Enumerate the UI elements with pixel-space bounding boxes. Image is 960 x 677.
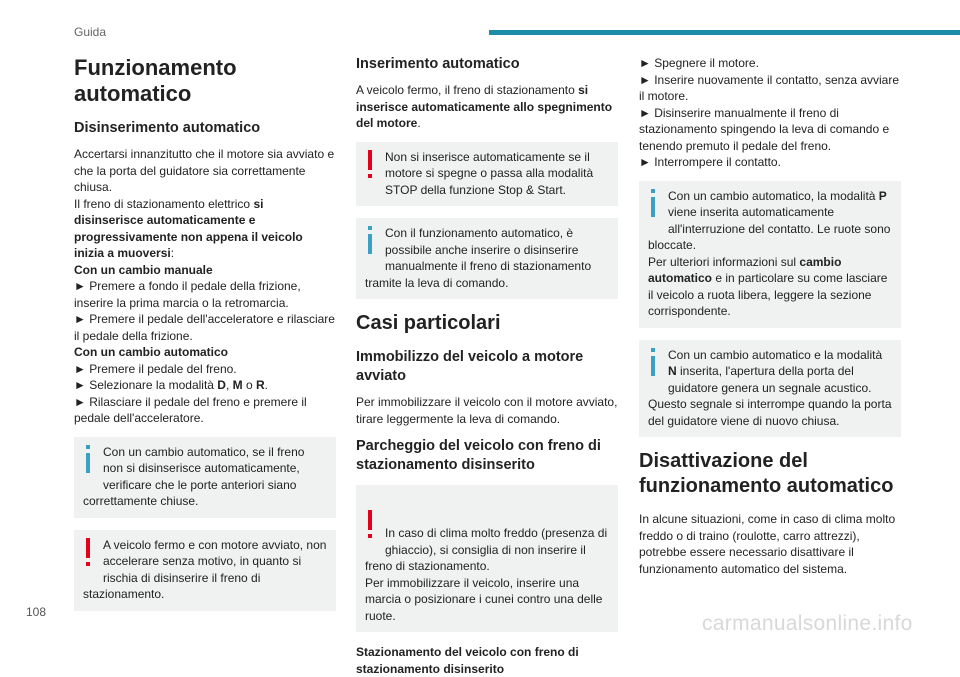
info-box: Con un cambio automatico e la modalità N inserita, l'apertura della porta del guidatore genera un segnale acustico. Questo segnale si interrompe quando la porta del guidatore viene di nuovo chiusa. [639,340,901,438]
column-middle [356,55,618,677]
info-icon [81,445,95,479]
info-icon [646,189,660,223]
manual-step-1: ► Premere a fondo il pedale della frizione, inserire la prima marcia o la retromarcia. [74,279,301,310]
info-box: Con il funzionamento automatico, è possibile anche inserire o disinserire manualmente il freno di stazionamento tramite la leva di comando. [356,218,618,299]
warning-box: Non si inserisce automaticamente se il motore si spegne o passa alla modalità STOP della funzione Stop & Start. [356,142,618,207]
info-icon [646,348,660,382]
paragraph-disinserimento: Il freno di stazionamento elettrico si disinserisce automaticamente e progressivamente non appena il veicolo inizia a muoversi: [74,196,303,260]
warning-box: A veicolo fermo e con motore avviato, non accelerare senza motivo, in quanto si rischia di disinserire il freno di stazionamento. [74,530,336,611]
column-left [74,55,336,623]
info-box: Con un cambio automatico, la modalità P viene inserita automaticamente all'interruzione del contatto. Le ruote sono bloccate. Per ulteriori informazioni sul cambio automatico e in particolare su come lasciare il veicolo a ruota libera, leggere la sezione corrispondente. [639,181,901,328]
page-number: 108 [26,605,47,619]
warning-icon [363,150,377,184]
heading-inserimento: Inserimento automatico [356,56,520,72]
step-disinserire-freno: ► Disinserire manualmente il freno di stazionamento spingendo la leva di comando e tenendo premuto il pedale del freno. [639,105,890,153]
info-box: Con un cambio automatico, se il freno non si disinserisce automaticamente, verificare che le porte anteriori siano correttamente chiuse. [74,437,336,518]
section-label: Guida [74,25,107,39]
auto-step-2: ► Selezionare la modalità D, M o R. [74,378,268,392]
auto-step-3: ► Rilasciare il pedale del freno e premere il pedale dell'acceleratore. [74,394,307,425]
paragraph-disattivazione: In alcune situazioni, come in caso di clima molto freddo o di traino (roulotte, carro attrezzi), potrebbe essere necessario disattivare il funzionamento automatico del sistema. [639,512,896,576]
header-accent-bar [489,30,960,35]
column-right [639,55,901,577]
manual-gearbox-title: Con un cambio manuale [74,262,213,277]
warning-icon [81,538,95,572]
step-interrompere-contatto: ► Interrompere il contatto. [639,155,781,169]
manual-step-2: ► Premere il pedale dell'acceleratore e rilasciare il pedale della frizione. [74,312,335,343]
heading-disinserimento: Disinserimento automatico [74,120,261,136]
paragraph-immobilizzo: Per immobilizzare il veicolo con il motore avviato, tirare leggermente la leva di comando. [356,395,618,426]
title-casi-particolari: Casi particolari [356,312,501,334]
subheading-stazionamento: Stazionamento del veicolo con freno di stazionamento disinserito [356,645,579,676]
auto-step-1: ► Premere il pedale del freno. [74,361,237,376]
step-spegnere: ► Spegnere il motore. [639,56,759,70]
warning-box: In caso di clima molto freddo (presenza di ghiaccio), si consiglia di non inserire il freno di stazionamento. Per immobilizzare il veicolo, inserire una marcia o posizionare i cunei contro una delle ruote. [356,485,618,632]
warning-icon [363,510,377,544]
paragraph-inserimento: A veicolo fermo, il freno di stazionamento si inserisce automaticamente allo spegnimento del motore. [356,83,613,130]
info-icon [363,226,377,260]
heading-parcheggio: Parcheggio del veicolo con freno di stazionamento disinserito [356,438,601,473]
title-disattivazione: Disattivazione del funzionamento automatico [639,450,894,497]
paragraph-intro: Accertarsi innanzitutto che il motore sia avviato e che la porta del guidatore sia correttamente chiusa. [74,147,335,194]
title-funzionamento-automatico: Funzionamento automatico [74,55,237,106]
watermark: carmanualsonline.info [702,612,913,635]
auto-gearbox-title: Con un cambio automatico [74,345,229,359]
step-inserire-contatto: ► Inserire nuovamente il contatto, senza avviare il motore. [639,72,900,103]
heading-immobilizzo: Immobilizzo del veicolo a motore avviato [356,349,584,384]
